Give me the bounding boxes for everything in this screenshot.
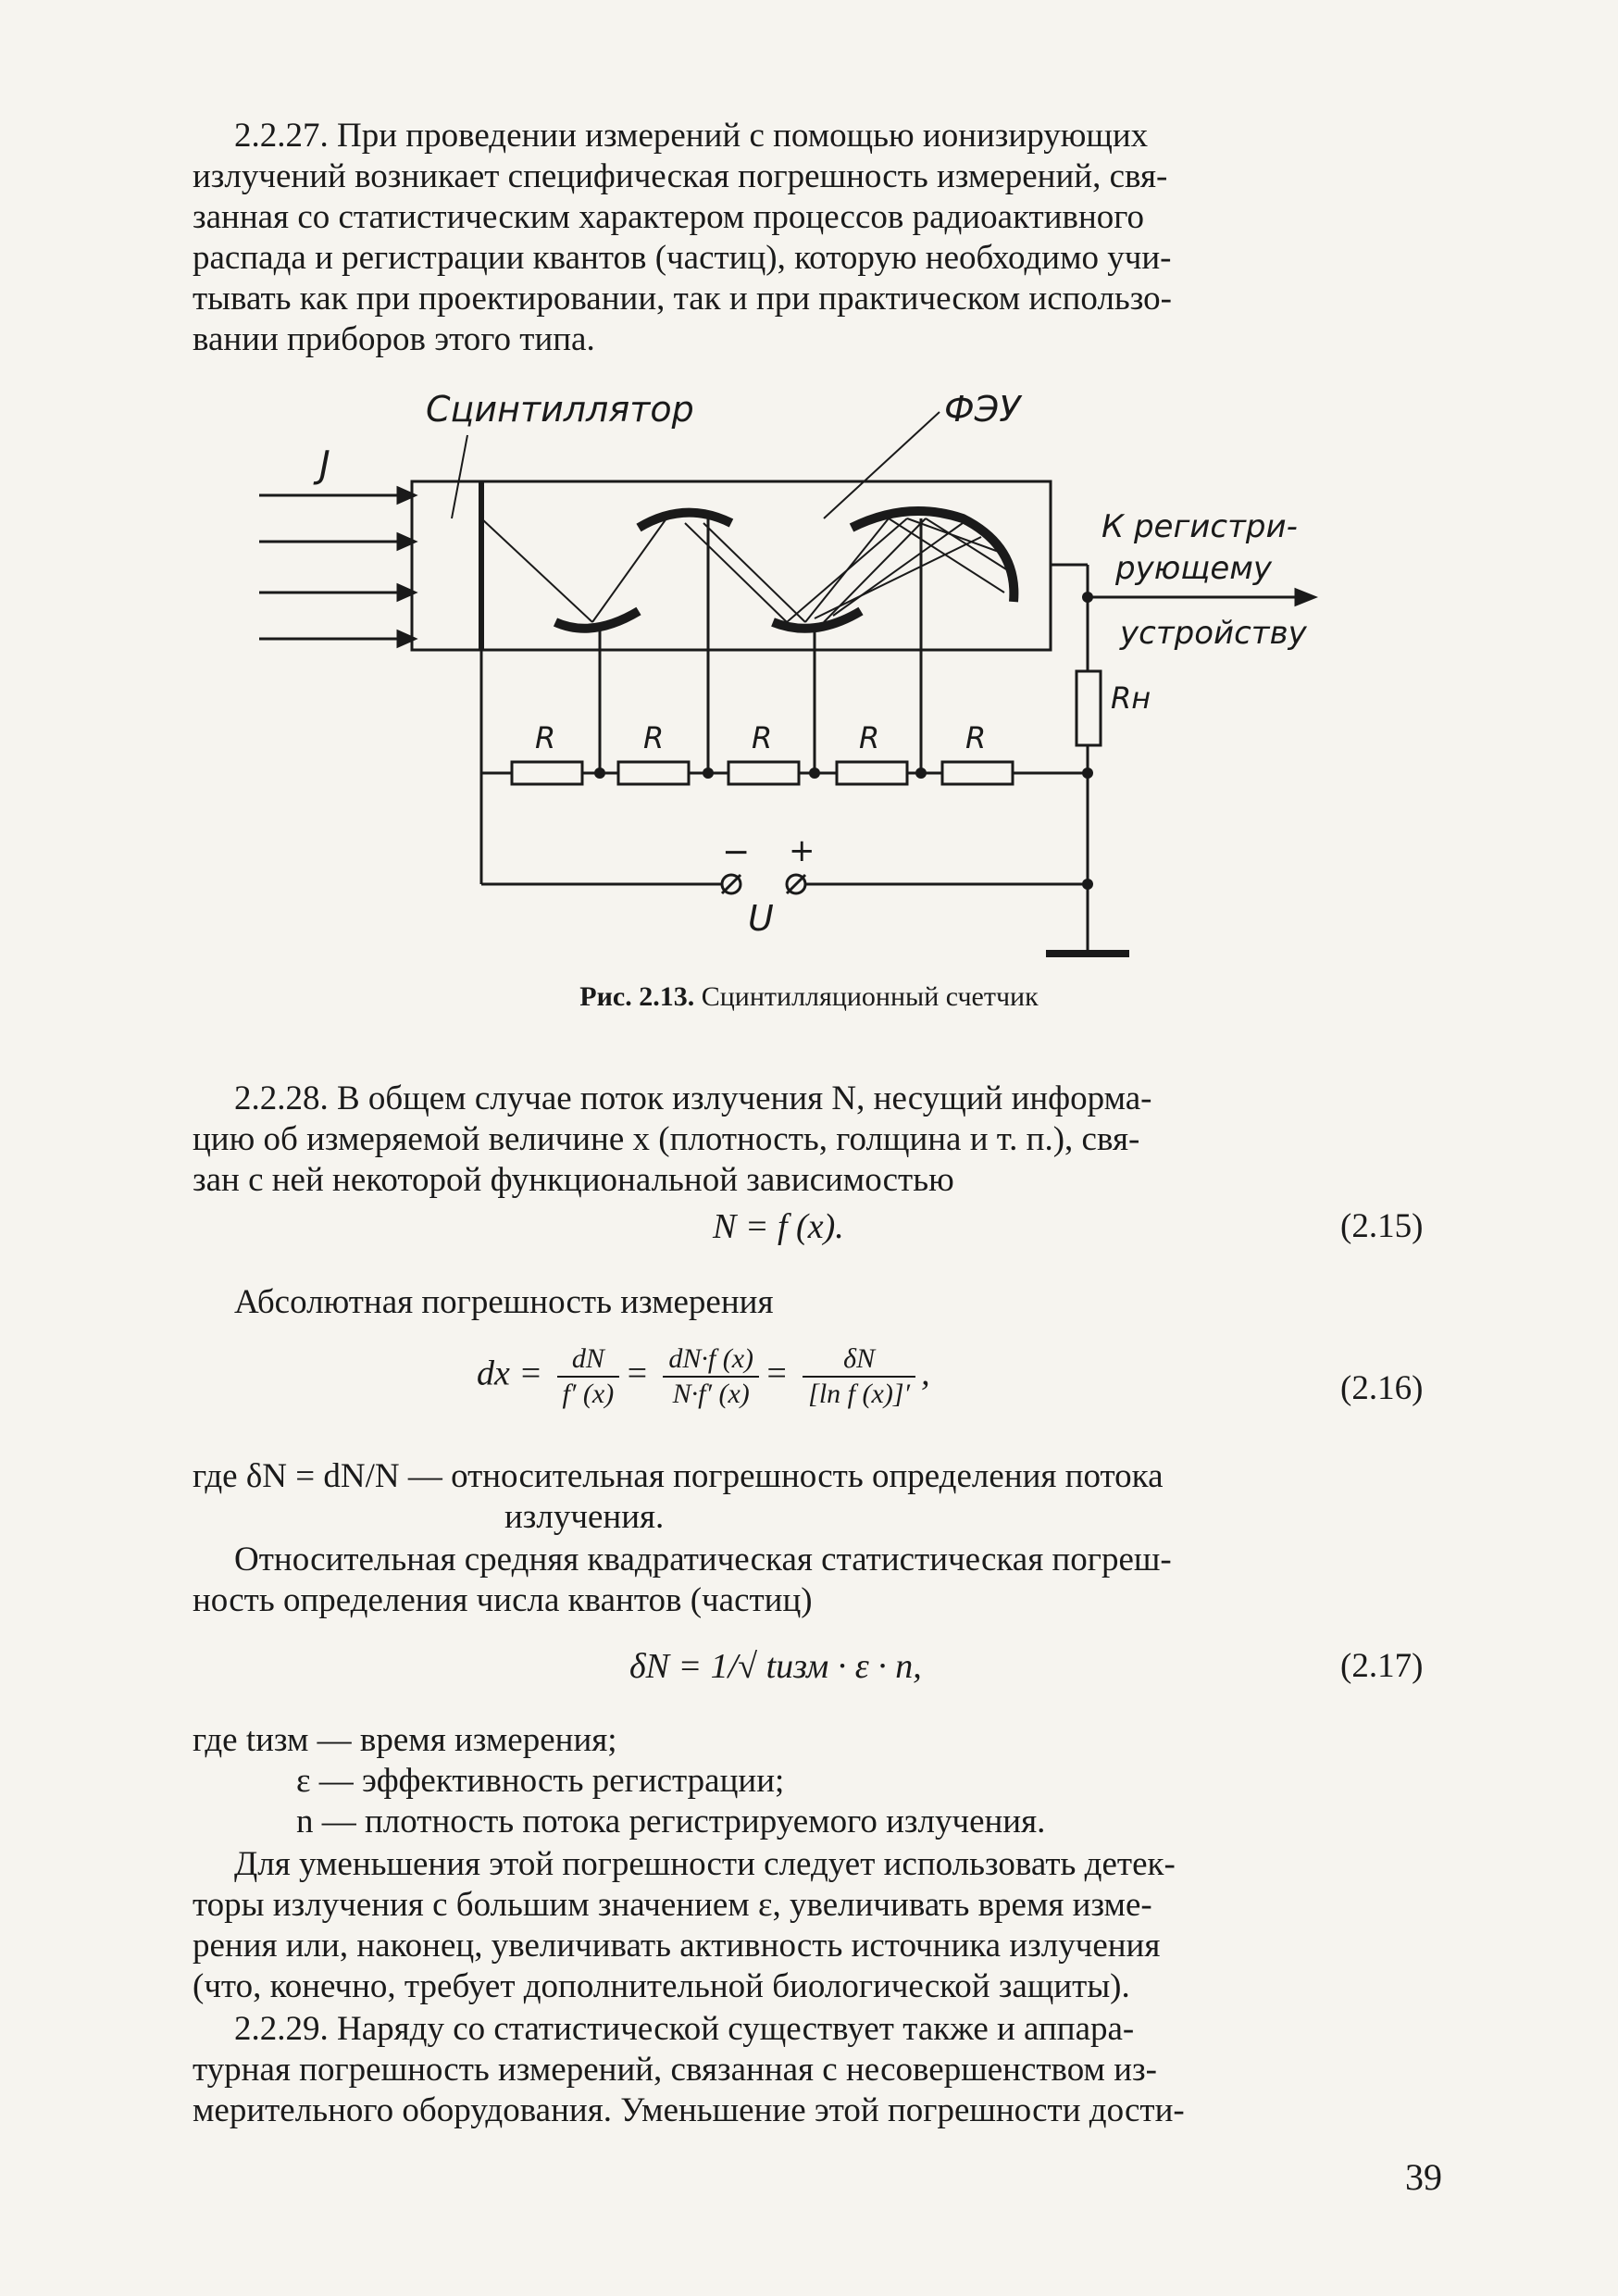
numerator: δN bbox=[803, 1342, 915, 1378]
text-line: цию об измеряемой величине x (плотность, голщина и т. п.), свя- bbox=[193, 1120, 1140, 1158]
resistor-label: R bbox=[752, 720, 773, 755]
pmt-label: ФЭУ bbox=[944, 389, 1021, 430]
resistor-label: R bbox=[643, 720, 665, 755]
text-line: ε — эффективность регистрации; bbox=[296, 1762, 785, 1800]
page-number: 39 bbox=[1405, 2156, 1442, 2198]
equation-2-16: dx = $\frac{dN}{f' (x)}$ = $\frac{dN\cdot f (x)}{N\cdot f' (x)}$ = $\frac{\delta N}{\text{[ln f (x)]′}}$ , bbox=[477, 1343, 930, 1409]
text-line: мерительного оборудования. Уменьшение этой погрешности дости- bbox=[193, 2091, 1185, 2129]
numerator: dN bbox=[557, 1342, 620, 1378]
equation-number: (2.16) bbox=[1340, 1369, 1424, 1407]
text-line: торы излучения с большим значением ε, увеличивать время изме- bbox=[193, 1886, 1152, 1924]
minus-sign: − bbox=[722, 833, 751, 871]
text-line: рения или, наконец, увеличивать активность источника излучения bbox=[193, 1927, 1161, 1965]
text-line: 2.2.28. В общем случае поток излучения N, несущий информа- bbox=[234, 1079, 1152, 1117]
resistor-label: R bbox=[535, 720, 556, 755]
flux-label: J bbox=[319, 443, 330, 486]
eq-lhs: dx = bbox=[477, 1354, 543, 1393]
output-label-line-3: устройству bbox=[1120, 615, 1307, 652]
text-line: где δN = dN/N — относительная погрешность определения потока bbox=[193, 1457, 1164, 1495]
text-line: занная со статистическим характером процессов радиоактивного bbox=[193, 198, 1145, 236]
caption-text: Сцинтилляционный счетчик bbox=[701, 981, 1039, 1012]
denominator: [ln f (x)]′ bbox=[808, 1379, 911, 1409]
numerator: dN·f (x) bbox=[663, 1342, 759, 1378]
resistor-label: R bbox=[859, 720, 880, 755]
text-line: тывать как при проектировании, так и при практическом использо- bbox=[193, 280, 1173, 318]
equation-2-17: δN = 1/√ tизм · ε · n, bbox=[629, 1647, 922, 1686]
text-line: Абсолютная погрешность измерения bbox=[234, 1283, 774, 1321]
text-line: излучения. bbox=[504, 1498, 665, 1536]
plus-sign: + bbox=[789, 832, 815, 869]
text-line: n — плотность потока регистрируемого излучения. bbox=[296, 1803, 1046, 1841]
output-label-line-2: рующему bbox=[1115, 550, 1273, 587]
caption-number: Рис. 2.13. bbox=[579, 981, 695, 1012]
fraction bbox=[663, 1342, 759, 1411]
scintillation-counter-diagram bbox=[0, 0, 1618, 1018]
scintillator-label: Сцинтиллятор bbox=[426, 389, 694, 430]
fraction bbox=[557, 1342, 620, 1411]
fraction bbox=[803, 1342, 915, 1411]
text-line: излучений возникает специфическая погрешность измерений, свя- bbox=[193, 157, 1168, 195]
text-line: Относительная средняя квадратическая статистическая погреш- bbox=[234, 1541, 1172, 1578]
text-line: где tизм — время измерения; bbox=[193, 1721, 617, 1759]
equation-2-15: N = f (x). bbox=[713, 1207, 844, 1246]
voltage-label: U bbox=[748, 898, 774, 939]
text-line: ность определения числа квантов (частиц) bbox=[193, 1581, 813, 1619]
load-resistor-label: Rн bbox=[1111, 680, 1151, 716]
text-line: турная погрешность измерений, связанная с несовершенством из- bbox=[193, 2051, 1157, 2089]
text-line: Для уменьшения этой погрешности следует использовать детек- bbox=[234, 1845, 1176, 1883]
text-line: 2.2.29. Наряду со статистической существует также и аппара- bbox=[234, 2010, 1135, 2048]
denominator: f′ (x) bbox=[562, 1379, 615, 1409]
denominator: N·f′ (x) bbox=[672, 1379, 750, 1409]
text-line: вании приборов этого типа. bbox=[193, 320, 595, 358]
equation-number: (2.15) bbox=[1340, 1207, 1424, 1245]
figure-caption bbox=[0, 981, 1618, 1013]
output-label-line-1: К регистри- bbox=[1101, 508, 1298, 545]
text-line: 2.2.27. При проведении измерений с помощью ионизирующих bbox=[234, 117, 1149, 155]
resistor-label: R bbox=[965, 720, 987, 755]
equation-number: (2.17) bbox=[1340, 1647, 1424, 1685]
text-line: распада и регистрации квантов (частиц), которую необходимо учи- bbox=[193, 239, 1172, 277]
text-line: (что, конечно, требует дополнительной биологической защиты). bbox=[193, 1967, 1130, 2005]
text-line: зан с ней некоторой функциональной зависимостью bbox=[193, 1161, 954, 1199]
